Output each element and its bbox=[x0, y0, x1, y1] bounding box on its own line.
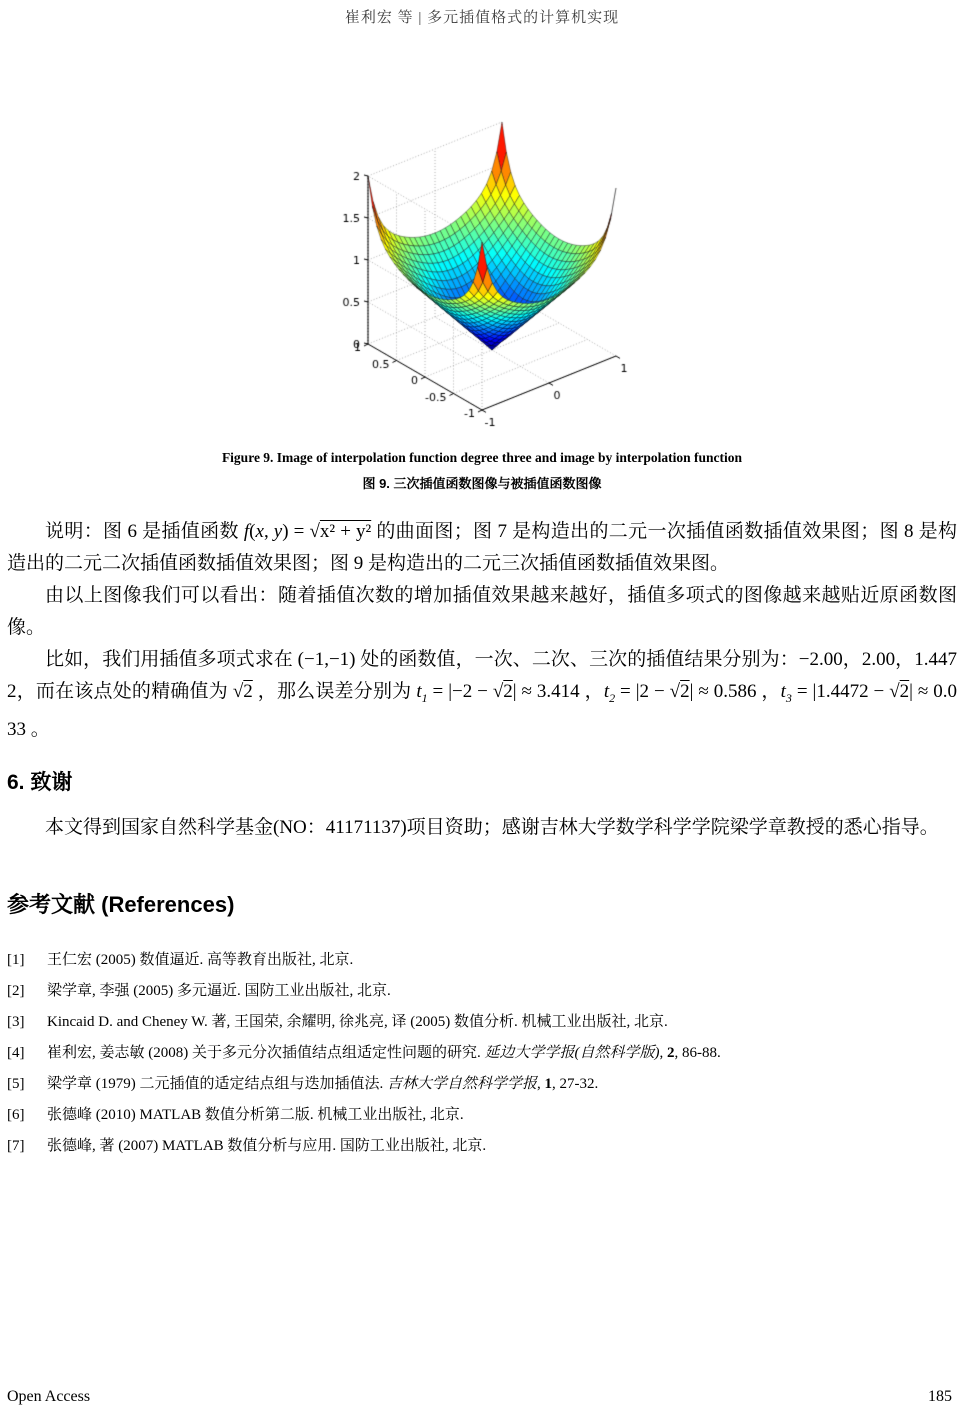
text-segment: 2 bbox=[899, 681, 910, 702]
reference-label: [1] bbox=[7, 951, 25, 968]
reference-item bbox=[7, 945, 957, 976]
text-segment: | ≈ 0.033 。 bbox=[7, 681, 958, 740]
text-segment: √ bbox=[889, 681, 900, 702]
text-segment: 3 bbox=[785, 690, 792, 705]
reference-label: [4] bbox=[7, 1044, 25, 1061]
text-segment: 梁学章 (1979) 二元插值的适定结点组与迭加插值法. bbox=[47, 1075, 387, 1092]
reference-item bbox=[7, 976, 957, 1007]
text-segment: ) = bbox=[282, 521, 310, 542]
text-segment: √ bbox=[232, 681, 244, 702]
text-segment: = |2 − bbox=[615, 681, 670, 702]
reference-text bbox=[47, 1100, 957, 1131]
page-footer bbox=[0, 1388, 964, 1406]
open-access-label: Open Access bbox=[7, 1388, 91, 1405]
figure-caption-en: Figure 9. Image of interpolation function degree three and image by interpolation function bbox=[221, 450, 743, 465]
text-segment: , 27-32. bbox=[552, 1075, 599, 1092]
text-segment: 1 bbox=[544, 1075, 553, 1092]
reference-text bbox=[47, 1007, 957, 1038]
references-list bbox=[7, 945, 957, 1162]
figure bbox=[7, 65, 957, 492]
text-segment: √ bbox=[669, 681, 681, 702]
running-head: 崔利宏 等 | 多元插值格式的计算机实现 bbox=[344, 10, 620, 26]
text-segment: y bbox=[273, 521, 283, 542]
text-segment: t bbox=[780, 681, 786, 702]
reference-label: [2] bbox=[7, 982, 25, 999]
text-segment: , bbox=[263, 521, 274, 542]
text-segment: 2 bbox=[680, 681, 690, 702]
reference-label: [6] bbox=[7, 1106, 25, 1123]
reference-text bbox=[47, 945, 957, 976]
text-segment: x bbox=[255, 521, 264, 542]
text-segment: | ≈ 3.414 ， bbox=[512, 681, 604, 702]
text-segment: ，那么误差分别为 bbox=[252, 681, 417, 702]
text-segment: f bbox=[243, 521, 250, 542]
text-segment: | ≈ 0.586 ， bbox=[689, 681, 781, 702]
reference-item bbox=[7, 1007, 957, 1038]
text-segment: 崔利宏, 姜志敏 (2008) 关于多元分次插值结点组适定性问题的研究. bbox=[47, 1044, 485, 1061]
text-segment: 比如，我们用插值多项式求在 (−1,−1) 处的函数值，一次、二次、三次的插值结果分别为：−2.00，2.00，1.4472，而在该点处的精确值为 bbox=[7, 649, 957, 702]
text-segment: = |−2 − bbox=[427, 681, 493, 702]
text-segment: 2 bbox=[667, 1044, 675, 1061]
body bbox=[7, 516, 957, 1162]
figure-caption-zh: 图 9. 三次插值函数图像与被插值函数图像 bbox=[362, 476, 602, 491]
text-segment: √ bbox=[492, 681, 504, 702]
text-segment: x² + y² bbox=[319, 521, 372, 542]
text-segment: 2 bbox=[609, 690, 616, 705]
text-segment: t bbox=[416, 681, 422, 702]
acknowledgement-heading: 6. 致谢 bbox=[7, 770, 73, 794]
reference-label: [7] bbox=[7, 1137, 25, 1154]
text-segment: 张德峰 (2010) MATLAB 数值分析第二版. 机械工业出版社, 北京. bbox=[47, 1106, 464, 1123]
reference-label: [5] bbox=[7, 1075, 25, 1092]
reference-label: [3] bbox=[7, 1013, 25, 1030]
text-segment: 的曲面图；图 7 是构造出的二元一次插值函数插值效果图；图 8 是构造出的二元二次插值函数插值效果图；图 9 是构造出的二元三次插值函数插值效果图。 bbox=[7, 521, 958, 574]
text-segment: 2 bbox=[243, 681, 253, 702]
paragraph-explanation bbox=[7, 516, 957, 580]
text-segment: 本文得到国家自然科学基金(NO：41171137)项目资助；感谢吉林大学数学科学学院梁学章教授的悉心指导。 bbox=[45, 816, 939, 838]
references-heading: 参考文献 (References) bbox=[7, 891, 235, 917]
text-segment: 王仁宏 (2005) 数值逼近. 高等教育出版社, 北京. bbox=[47, 951, 354, 968]
paragraph-example bbox=[7, 644, 957, 746]
reference-item bbox=[7, 1131, 957, 1162]
text-segment: Kincaid D. and Cheney W. 著, 王国荣, 余耀明, 徐兆亮, 译 (2005) 数值分析. 机械工业出版社, 北京. bbox=[47, 1013, 668, 1030]
reference-text bbox=[47, 1131, 957, 1162]
text-segment: = |1.4472 − bbox=[791, 681, 890, 702]
text-segment: ( bbox=[249, 521, 256, 542]
paragraph-acknowledgement bbox=[7, 812, 957, 844]
reference-item bbox=[7, 1069, 957, 1100]
surface-plot-canvas bbox=[302, 65, 662, 437]
text-segment: 吉林大学自然科学学报 bbox=[387, 1075, 538, 1092]
text-segment: 说明：图 6 是插值函数 bbox=[45, 521, 244, 542]
text-segment: 张德峰, 著 (2007) MATLAB 数值分析与应用. 国防工业出版社, 北京. bbox=[47, 1137, 487, 1154]
text-segment: √ bbox=[309, 521, 320, 542]
text-segment: , bbox=[537, 1075, 545, 1092]
paragraph-observation bbox=[7, 580, 957, 644]
text-segment: 延边大学学报(自然科学版) bbox=[484, 1044, 660, 1061]
reference-text bbox=[47, 1038, 957, 1069]
reference-text bbox=[47, 1069, 957, 1100]
reference-text bbox=[47, 976, 957, 1007]
text-segment: 2 bbox=[503, 681, 513, 702]
page-number: 185 bbox=[928, 1388, 952, 1405]
text-segment: , 86-88. bbox=[674, 1044, 721, 1061]
text-segment: 由以上图像我们可以看出：随着插值次数的增加插值效果越来越好，插值多项式的图像越来越贴近原函数图像。 bbox=[7, 585, 957, 638]
text-segment: t bbox=[603, 681, 610, 702]
text-segment: , bbox=[659, 1044, 667, 1061]
text-segment: 梁学章, 李强 (2005) 多元逼近. 国防工业出版社, 北京. bbox=[47, 982, 391, 999]
text-segment: 1 bbox=[421, 690, 428, 705]
reference-item bbox=[7, 1100, 957, 1131]
reference-item bbox=[7, 1038, 957, 1069]
